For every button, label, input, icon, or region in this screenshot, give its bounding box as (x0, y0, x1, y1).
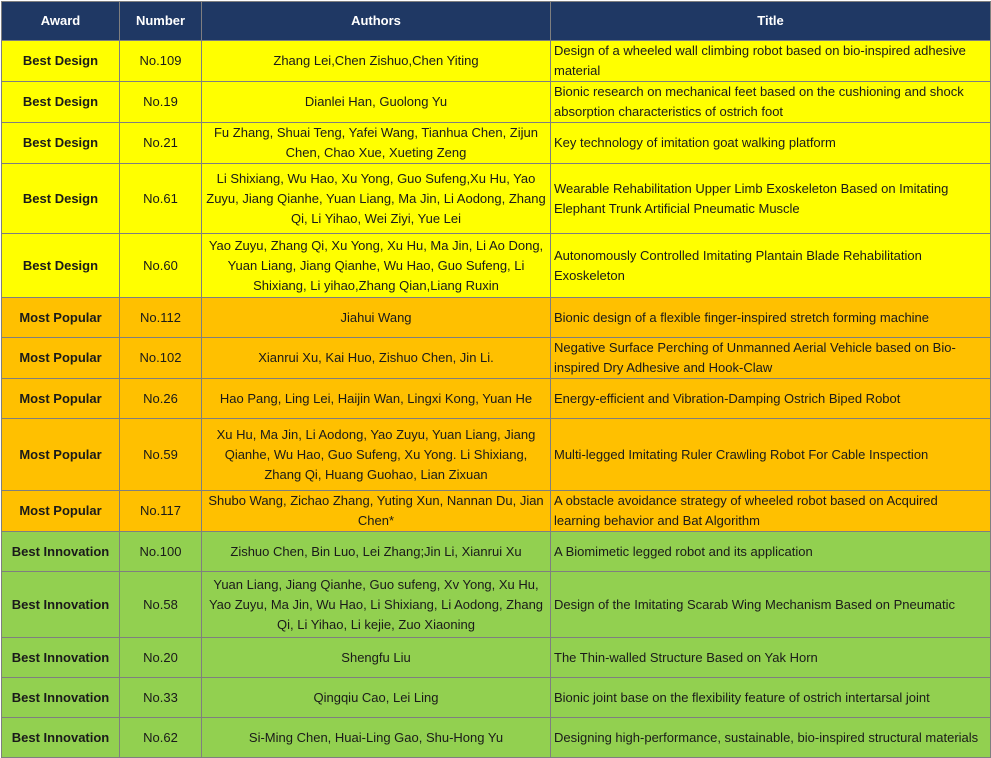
number-cell: No.102 (120, 338, 202, 379)
title-cell: Multi-legged Imitating Ruler Crawling Robot For Cable Inspection (551, 419, 991, 491)
table-row (2, 678, 991, 718)
authors-cell: Dianlei Han, Guolong Yu (202, 82, 551, 123)
award-cell: Best Design (2, 234, 120, 298)
table-row (2, 491, 991, 532)
number-cell: No.112 (120, 298, 202, 338)
authors-cell: Yuan Liang, Jiang Qianhe, Guo sufeng, Xv Yong, Xu Hu, Yao Zuyu, Ma Jin, Wu Hao, Li Shixiang, Li Aodong, Zhang Qi, Li Yihao, Li kejie, Zuo Xiaoning (202, 572, 551, 638)
authors-cell: Shubo Wang, Zichao Zhang, Yuting Xun, Nannan Du, Jian Chen* (202, 491, 551, 532)
award-cell: Best Design (2, 164, 120, 234)
authors-cell: Zishuo Chen, Bin Luo, Lei Zhang;Jin Li, Xianrui Xu (202, 532, 551, 572)
table-header (2, 2, 991, 41)
authors-cell: Li Shixiang, Wu Hao, Xu Yong, Guo Sufeng,Xu Hu, Yao Zuyu, Jiang Qianhe, Yuan Liang, Ma Jin, Li Aodong, Zhang Qi, Li Yihao, Wei Ziyi, Yue Lei (202, 164, 551, 234)
award-cell: Best Innovation (2, 532, 120, 572)
title-cell: Design of the Imitating Scarab Wing Mechanism Based on Pneumatic (551, 572, 991, 638)
table-row (2, 532, 991, 572)
title-cell: The Thin-walled Structure Based on Yak Horn (551, 638, 991, 678)
number-cell: No.58 (120, 572, 202, 638)
authors-cell: Jiahui Wang (202, 298, 551, 338)
title-cell: A Biomimetic legged robot and its application (551, 532, 991, 572)
number-cell: No.60 (120, 234, 202, 298)
authors-cell: Xianrui Xu, Kai Huo, Zishuo Chen, Jin Li. (202, 338, 551, 379)
authors-cell: Fu Zhang, Shuai Teng, Yafei Wang, Tianhua Chen, Zijun Chen, Chao Xue, Xueting Zeng (202, 123, 551, 164)
title-cell: Key technology of imitation goat walking platform (551, 123, 991, 164)
table-row (2, 234, 991, 298)
header-authors: Authors (202, 2, 551, 41)
authors-cell: Yao Zuyu, Zhang Qi, Xu Yong, Xu Hu, Ma Jin, Li Ao Dong, Yuan Liang, Jiang Qianhe, Wu Hao, Guo Sufeng, Li Shixiang, Li yihao,Zhang Qian,Liang Ruxin (202, 234, 551, 298)
number-cell: No.62 (120, 718, 202, 758)
table-row (2, 572, 991, 638)
authors-cell: Xu Hu, Ma Jin, Li Aodong, Yao Zuyu, Yuan Liang, Jiang Qianhe, Wu Hao, Guo Sufeng, Xu Yong. Li Shixiang, Zhang Qi, Huang Guohao, Lian Zixuan (202, 419, 551, 491)
award-cell: Best Design (2, 82, 120, 123)
table-row (2, 298, 991, 338)
title-cell: Negative Surface Perching of Unmanned Aerial Vehicle based on Bio-inspired Dry Adhesive and Hook-Claw (551, 338, 991, 379)
authors-cell: Qingqiu Cao, Lei Ling (202, 678, 551, 718)
title-cell: Design of a wheeled wall climbing robot based on bio-inspired adhesive material (551, 41, 991, 82)
table-row (2, 379, 991, 419)
number-cell: No.59 (120, 419, 202, 491)
number-cell: No.21 (120, 123, 202, 164)
authors-cell: Zhang Lei,Chen Zishuo,Chen Yiting (202, 41, 551, 82)
table-row (2, 338, 991, 379)
authors-cell: Shengfu Liu (202, 638, 551, 678)
award-cell: Best Innovation (2, 572, 120, 638)
title-cell: Bionic research on mechanical feet based on the cushioning and shock absorption characteristics of ostrich foot (551, 82, 991, 123)
number-cell: No.117 (120, 491, 202, 532)
award-cell: Most Popular (2, 338, 120, 379)
award-cell: Most Popular (2, 491, 120, 532)
table-row (2, 718, 991, 758)
table-row (2, 419, 991, 491)
award-cell: Best Innovation (2, 678, 120, 718)
number-cell: No.33 (120, 678, 202, 718)
authors-cell: Hao Pang, Ling Lei, Haijin Wan, Lingxi Kong, Yuan He (202, 379, 551, 419)
title-cell: Bionic design of a flexible finger-inspired stretch forming machine (551, 298, 991, 338)
award-cell: Most Popular (2, 419, 120, 491)
award-cell: Best Innovation (2, 638, 120, 678)
header-title: Title (551, 2, 991, 41)
header-award: Award (2, 2, 120, 41)
number-cell: No.19 (120, 82, 202, 123)
award-cell: Most Popular (2, 379, 120, 419)
title-cell: Energy-efficient and Vibration-Damping Ostrich Biped Robot (551, 379, 991, 419)
award-cell: Best Design (2, 123, 120, 164)
number-cell: No.26 (120, 379, 202, 419)
table-row (2, 164, 991, 234)
number-cell: No.20 (120, 638, 202, 678)
award-cell: Best Design (2, 41, 120, 82)
number-cell: No.61 (120, 164, 202, 234)
table-row (2, 638, 991, 678)
title-cell: Autonomously Controlled Imitating Plantain Blade Rehabilitation Exoskeleton (551, 234, 991, 298)
number-cell: No.100 (120, 532, 202, 572)
title-cell: Wearable Rehabilitation Upper Limb Exoskeleton Based on Imitating Elephant Trunk Artificial Pneumatic Muscle (551, 164, 991, 234)
award-cell: Most Popular (2, 298, 120, 338)
header-row (2, 2, 991, 41)
table-body (2, 41, 991, 758)
table-row (2, 123, 991, 164)
award-cell: Best Innovation (2, 718, 120, 758)
table-row (2, 82, 991, 123)
header-number: Number (120, 2, 202, 41)
number-cell: No.109 (120, 41, 202, 82)
title-cell: Designing high-performance, sustainable, bio-inspired structural materials (551, 718, 991, 758)
title-cell: A obstacle avoidance strategy of wheeled robot based on Acquired learning behavior and Bat Algorithm (551, 491, 991, 532)
table-row (2, 41, 991, 82)
title-cell: Bionic joint base on the flexibility feature of ostrich intertarsal joint (551, 678, 991, 718)
awards-table (1, 1, 991, 758)
authors-cell: Si-Ming Chen, Huai-Ling Gao, Shu-Hong Yu (202, 718, 551, 758)
